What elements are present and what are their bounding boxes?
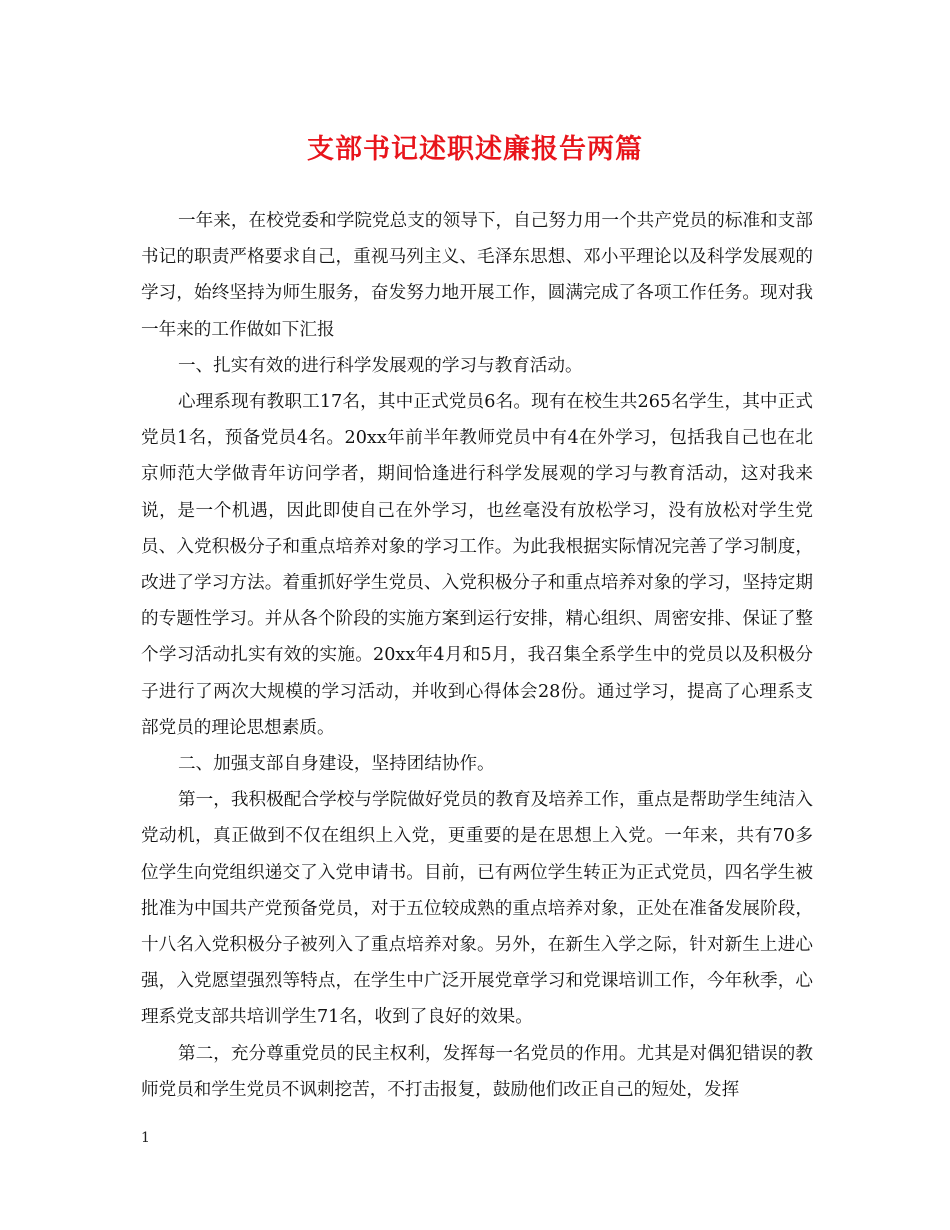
paragraph-intro: 一年来，在校党委和学院党总支的领导下，自己努力用一个共产党员的标准和支部书记的职责严格要求自己，重视马列主义、毛泽东思想、邓小平理论以及科学发展观的学习，始终坚持为师生服务，奋发努力地开展工作，圆满完成了各项工作任务。现对我一年来的工作做如下汇报	[141, 211, 813, 340]
paragraph-section-1: 心理系现有教职工17名，其中正式党员6名。现有在校生共265名学生，其中正式党员1名，预备党员4名。20xx年前半年教师党员中有4在外学习，包括我自己也在北京师范大学做青年访问学者，期间恰逢进行科学发展观的学习与教育活动，这对我来说，是一个机遇，因此即使自己在外学习，也丝毫没有放松学习，没有放松对学生党员、入党积极分子和重点培养对象的学习工作。为此我根据实际情况完善了学习制度，改进了学习方法。着重抓好学生党员、入党积极分子和重点培养对象的学习，坚持定期的专题性学习。并从各个阶段的实施方案到运行安排，精心组织、周密安排、保证了整个学习活动扎实有效的实施。20xx年4月和5月，我召集全系学生中的党员以及积极分子进行了两次大规模的学习活动，并收到心得体会28份。通过学习，提高了心理系支部党员的理论思想素质。	[141, 392, 813, 738]
paragraph-second-point: 第二，充分尊重党员的民主权利，发挥每一名党员的作用。尤其是对偶犯错误的教师党员和学生党员不讽刺挖苦，不打击报复，鼓励他们改正自己的短处，发挥	[141, 1043, 813, 1100]
paragraph-first-point: 第一，我积极配合学校与学院做好党员的教育及培养工作，重点是帮助学生纯洁入党动机，真正做到不仅在组织上入党，更重要的是在思想上入党。一年来，共有70多位学生向党组织递交了入党申请书。目前，已有两位学生转正为正式党员，四名学生被批准为中国共产党预备党员，对于五位较成熟的重点培养对象，正处在准备发展阶段，十八名入党积极分子被列入了重点培养对象。另外，在新生入学之际，针对新生上进心强，入党愿望强烈等特点，在学生中广泛开展党章学习和党课培训工作，今年秋季，心理系党支部共培训学生71名，收到了良好的效果。	[141, 790, 813, 1028]
section-heading-1: 一、扎实有效的进行科学发展观的学习与教育活动。	[177, 355, 583, 376]
page-number: 1	[141, 1130, 150, 1146]
section-heading-2: 二、加强支部自身建设，坚持团结协作。	[177, 754, 495, 775]
document-body	[141, 203, 813, 1108]
document-title: 支部书记述职述廉报告两篇	[307, 134, 643, 165]
